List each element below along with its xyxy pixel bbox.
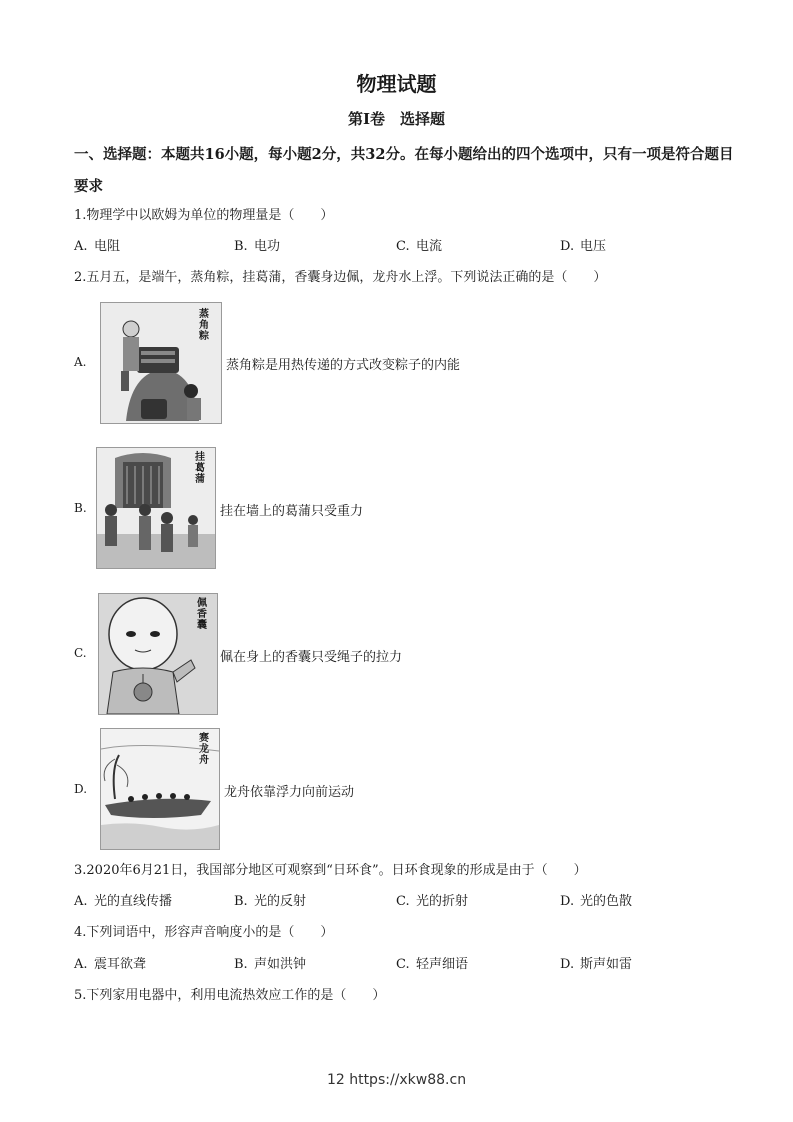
option-text: 电阻 [94,239,121,254]
question-3-stem: 3.2020年6月21日，我国部分地区可观察到“日环食”。日环食现象的形成是由于（ ） [74,863,587,878]
dragon-boat-illustration [100,728,220,850]
option-letter: A. [74,894,88,909]
q4-option-a[interactable] [74,953,146,972]
q2-option-b-text[interactable]: 挂在墙上的葛蒲只受重力 [220,504,364,519]
wearing-sachet-illustration [98,593,218,715]
q2-option-c-letter[interactable]: C. [74,646,87,660]
q2-option-d-text[interactable]: 龙舟依靠浮力向前运动 [224,785,355,800]
page-title: 物理试题 [356,72,437,96]
q4-option-b[interactable] [234,953,306,972]
q4-option-c[interactable] [396,953,468,972]
option-text: 轻声细语 [416,957,469,972]
option-letter: A. [74,957,88,972]
option-letter: B. [234,239,248,254]
option-letter: B. [234,894,248,909]
question-5-stem: 5.下列家用电器中，利用电流热效应工作的是（ ） [74,988,386,1003]
q3-option-b[interactable] [234,890,306,909]
option-letter: D. [560,957,575,972]
option-text: 电功 [254,239,281,254]
picture-caption: 挂葛蒲 [195,452,205,485]
page-footer: 12 https://xkw88.cn [326,1072,467,1088]
q3-option-a[interactable] [74,890,172,909]
option-letter: C. [396,239,410,254]
option-letter: B. [234,957,248,972]
q2-option-c-text[interactable]: 佩在身上的香囊只受绳子的拉力 [220,650,403,665]
option-text: 电流 [416,239,443,254]
picture-caption: 赛龙舟 [199,733,209,766]
option-text: 电压 [580,239,607,254]
section-subtitle: 第Ⅰ卷 选择题 [347,110,446,128]
q2-option-a-letter[interactable]: A. [74,355,87,369]
option-letter: C. [396,957,410,972]
q2-option-d-letter[interactable]: D. [74,782,88,796]
option-text: 光的直线传播 [94,894,173,909]
picture-caption: 佩香囊 [197,598,207,631]
q2-option-a-text[interactable]: 蒸角粽是用热传递的方式改变粽子的内能 [226,358,461,373]
option-letter: A. [74,239,88,254]
q3-option-c[interactable] [396,890,468,909]
steaming-zongzi-illustration [100,302,222,424]
picture-caption: 蒸角粽 [199,309,209,342]
question-4-stem: 4.下列词语中，形容声音响度小的是（ ） [74,925,334,940]
option-letter: D. [560,894,575,909]
q4-option-d[interactable] [560,953,632,972]
option-text: 光的色散 [580,894,633,909]
question-2-stem: 2.五月五，是端午，蒸角粽，挂葛蒲，香囊身边佩，龙舟水上浮。下列说法正确的是（ ） [74,270,607,285]
option-text: 声如洪钟 [254,957,307,972]
option-text: 斯声如雷 [580,957,633,972]
option-text: 震耳欲聋 [94,957,147,972]
q1-option-d[interactable] [560,235,606,254]
option-letter: C. [396,894,410,909]
section-instructions: 一、选择题：本题共16小题，每小题2分，共32分。在每小题给出的四个选项中，只有一项是符合题目要求 [74,146,734,195]
q1-option-a[interactable] [74,235,120,254]
q1-option-c[interactable] [396,235,442,254]
option-letter: D. [560,239,575,254]
q1-option-b[interactable] [234,235,280,254]
hanging-calamus-illustration [96,447,216,569]
question-1-stem: 1.物理学中以欧姆为单位的物理量是（ ） [74,208,334,223]
option-text: 光的反射 [254,894,307,909]
q3-option-d[interactable] [560,890,632,909]
option-text: 光的折射 [416,894,469,909]
q2-option-b-letter[interactable]: B. [74,501,87,515]
